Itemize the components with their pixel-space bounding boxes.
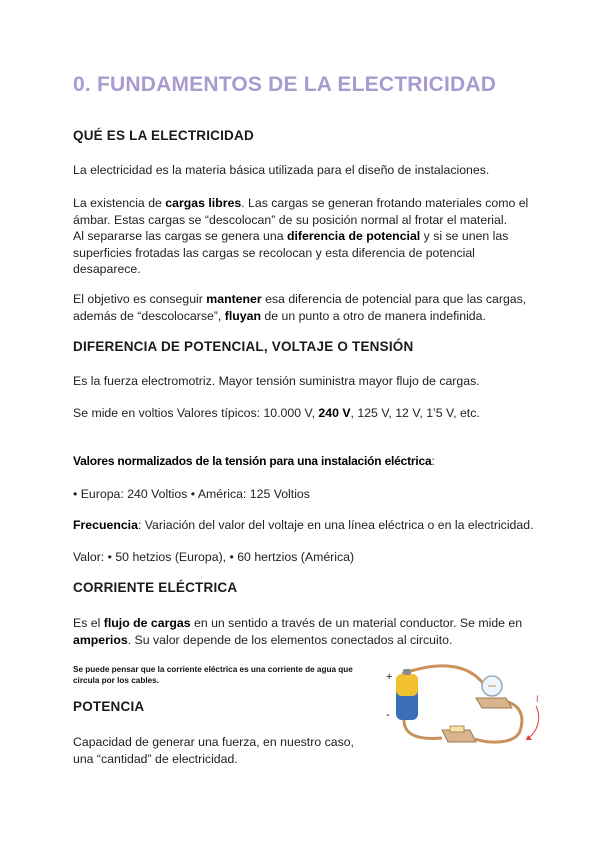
paragraph: La electricidad es la materia básica utilizada para el diseño de instalaciones. (73, 163, 490, 177)
bulb-base (476, 698, 512, 708)
paragraph (73, 195, 533, 278)
text-run: esa diferencia de potencial para que las cargas, además de “descolocarse”, (73, 292, 527, 323)
paragraph (73, 405, 533, 422)
page-title: 0. FUNDAMENTOS DE LA ELECTRICIDAD (73, 73, 497, 96)
bold-term: 240 V (318, 406, 351, 420)
text-run: y si se unen las superficies frotadas las cargas se recolocan y esta diferencia de potencial desaparece. (73, 229, 509, 276)
bold-term: diferencia de potencial (286, 229, 421, 243)
current-arrow (526, 706, 539, 740)
text-run: Se mide en voltios Valores típicos: 10.000 V, (73, 406, 319, 420)
battery-terminal (403, 669, 411, 675)
minus-sign: - (386, 709, 390, 721)
paragraph: Valor: • 50 hetzios (Europa), • 60 hertzios (América) (73, 550, 355, 564)
paragraph (73, 291, 533, 324)
text-run: de un punto a otro de manera indefinida. (260, 308, 486, 323)
section-heading-voltaje: DIFERENCIA DE POTENCIAL, VOLTAJE O TENSIÓN (73, 339, 414, 354)
text-run: : Variación del valor del voltaje en una línea eléctrica o en la electricidad. (137, 518, 534, 532)
circuit-illustration (380, 656, 550, 766)
wire-bottom (404, 720, 442, 738)
section-heading-potencia: POTENCIA (73, 699, 145, 714)
paragraph (73, 615, 533, 648)
paragraph (73, 453, 533, 470)
text-run: en un sentido a través de un material conductor. Se mide en (190, 616, 523, 630)
text-run: Al separarse las cargas se genera una (73, 229, 287, 243)
circuit-diagram (380, 656, 550, 766)
plus-sign: + (386, 671, 393, 683)
bold-term: fluyan (224, 308, 261, 323)
current-label: I (536, 694, 539, 704)
text-run: . Las cargas se generan frotando materiales como el ámbar. Estas cargas se “descolocan” de su posición normal al frotar el material. (73, 196, 529, 227)
battery-top (396, 674, 418, 696)
text-run: . Su valor depende de los elementos conectados al circuito. (127, 632, 453, 647)
section-heading-corriente: CORRIENTE ELÉCTRICA (73, 580, 238, 595)
text-run: El objetivo es conseguir (73, 292, 207, 306)
paragraph: • Europa: 240 Voltios • América: 125 Voltios (73, 487, 310, 501)
paragraph: Es la fuerza electromotriz. Mayor tensión suministra mayor flujo de cargas. (73, 374, 480, 388)
paragraph (73, 517, 543, 534)
note-water-analogy: Se puede pensar que la corriente eléctrica es una corriente de agua que circula por los cables. (73, 665, 353, 685)
bold-term: mantener (206, 292, 262, 306)
bold-term: cargas libres (165, 196, 242, 210)
text-run: Es el (73, 616, 104, 630)
bold-term: flujo de cargas (103, 616, 191, 630)
paragraph: Capacidad de generar una fuerza, en nuestro caso, una “cantidad” de electricidad. (73, 735, 354, 766)
text-run: : (431, 454, 435, 468)
text-run: , 125 V, 12 V, 1’5 V, etc. (350, 406, 480, 420)
section-heading-electricidad: QUÉ ES LA ELECTRICIDAD (73, 128, 254, 143)
bold-term: amperios (73, 632, 128, 647)
bold-term: Frecuencia (73, 518, 138, 532)
switch-lever (450, 726, 464, 732)
bold-term: Valores normalizados de la tensión para una instalación eléctrica (73, 454, 432, 468)
text-run: La existencia de (73, 196, 166, 210)
